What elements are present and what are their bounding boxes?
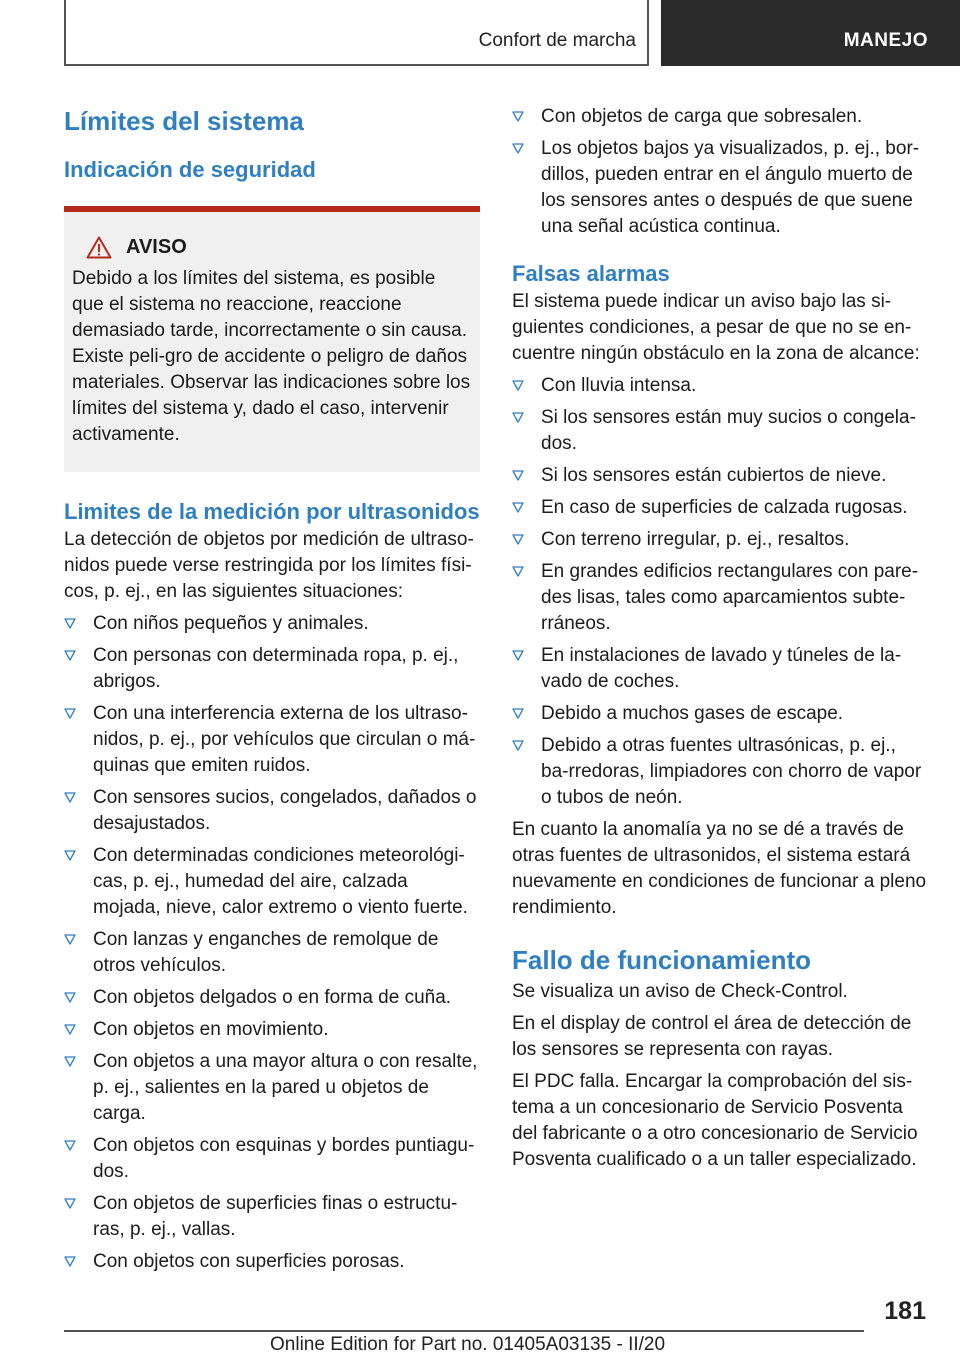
false-alarms-heading: Falsas alarmas bbox=[512, 261, 670, 286]
warning-box bbox=[64, 206, 480, 472]
section-title: Límites del sistema bbox=[64, 106, 304, 136]
triangle-bullet-icon bbox=[64, 708, 76, 719]
list-item-text: Con objetos delgados o en forma de cuña. bbox=[93, 987, 452, 1008]
list-item-text: Con sensores sucios, congelados, dañados o desajustados. bbox=[93, 787, 477, 834]
left-column bbox=[64, 100, 480, 1281]
limits-heading: Limites de la medición por ultrasonidos bbox=[64, 499, 480, 524]
triangle-bullet-icon bbox=[512, 740, 524, 751]
triangle-bullet-icon bbox=[64, 1140, 76, 1151]
limits-list bbox=[64, 611, 480, 1275]
warning-text: Debido a los límites del sistema, es posible que el sistema no reaccione, reaccione demasiado tarde, incorrectamente o sin causa. Existe peli-gro de accidente o peligro de daños materiales. Observar las indicaciones sobre los límites del sistema y, dado el caso, intervenir activamente. bbox=[72, 268, 471, 445]
list-item bbox=[512, 527, 928, 553]
list-item bbox=[64, 1017, 480, 1043]
list-item bbox=[64, 843, 480, 921]
list-item-text: En grandes edificios rectangulares con pare-des lisas, tales como aparcamientos subte-rráneos. bbox=[541, 561, 919, 634]
list-item-text: Debido a otras fuentes ultrasónicas, p. ej., ba-rredoras, limpiadores con chorro de vapor o tubos de neón. bbox=[541, 735, 922, 808]
list-item bbox=[64, 701, 480, 779]
list-item bbox=[512, 373, 928, 399]
footer-edition: Online Edition for Part no. 01405A03135 - II/20 bbox=[270, 1334, 666, 1355]
right-column bbox=[512, 100, 928, 1173]
page-header bbox=[0, 0, 960, 66]
list-item bbox=[64, 1049, 480, 1127]
page-number: 181 bbox=[884, 1297, 926, 1325]
header-divider-middle bbox=[647, 0, 649, 66]
list-item bbox=[512, 495, 928, 521]
list-item-text: Con lanzas y enganches de remolque de otros vehículos. bbox=[93, 929, 439, 976]
list-item-text: En instalaciones de lavado y túneles de la-vado de coches. bbox=[541, 645, 902, 692]
list-item-text: Con una interferencia externa de los ultraso-nidos, p. ej., por vehículos que circulan o má-quinas que emiten ruidos. bbox=[93, 703, 476, 776]
warning-title bbox=[86, 234, 472, 260]
list-item bbox=[64, 643, 480, 695]
triangle-bullet-icon bbox=[64, 618, 76, 629]
list-item bbox=[64, 1133, 480, 1185]
list-item bbox=[64, 1191, 480, 1243]
list-item bbox=[64, 611, 480, 637]
list-item bbox=[64, 785, 480, 837]
list-item-text: Con objetos con superficies porosas. bbox=[93, 1251, 405, 1272]
triangle-bullet-icon bbox=[64, 1024, 76, 1035]
list-item bbox=[512, 733, 928, 811]
list-item-text: Debido a muchos gases de escape. bbox=[541, 703, 844, 724]
list-item-text: Con objetos en movimiento. bbox=[93, 1019, 329, 1040]
triangle-bullet-icon bbox=[64, 650, 76, 661]
triangle-bullet-icon bbox=[512, 143, 524, 154]
warning-label: AVISO bbox=[126, 236, 187, 258]
triangle-bullet-icon bbox=[512, 470, 524, 481]
list-item bbox=[64, 985, 480, 1011]
triangle-bullet-icon bbox=[512, 650, 524, 661]
false-alarms-intro: El sistema puede indicar un aviso bajo las si-guientes condiciones, a pesar de que no se en-cuentre ningún obstáculo en la zona de alcance: bbox=[512, 291, 920, 364]
header-divider-left bbox=[64, 0, 66, 66]
triangle-bullet-icon bbox=[64, 792, 76, 803]
triangle-bullet-icon bbox=[512, 412, 524, 423]
limits-intro: La detección de objetos por medición de ultraso-nidos puede verse restringida por los límites físi-cos, p. ej., en las siguientes situaciones: bbox=[64, 529, 474, 602]
list-item bbox=[64, 927, 480, 979]
footer-divider bbox=[64, 1330, 864, 1332]
triangle-bullet-icon bbox=[64, 850, 76, 861]
malfunction-heading: Fallo de funcionamiento bbox=[512, 945, 812, 975]
header-chapter-tab bbox=[661, 0, 960, 66]
false-alarms-list bbox=[512, 373, 928, 811]
triangle-bullet-icon bbox=[512, 534, 524, 545]
safety-heading: Indicación de seguridad bbox=[64, 157, 316, 182]
list-item-text: Si los sensores están cubiertos de nieve. bbox=[541, 465, 887, 486]
header-divider-bottom bbox=[64, 64, 648, 66]
list-item-text: En caso de superficies de calzada rugosas. bbox=[541, 497, 908, 518]
warning-triangle-icon bbox=[86, 236, 112, 259]
list-item-text: Con objetos de superficies finas o estructu-ras, p. ej., vallas. bbox=[93, 1193, 458, 1240]
list-item-text: Con determinadas condiciones meteorológi-cas, p. ej., humedad del aire, calzada mojada, nieve, calor extremo o viento fuerte. bbox=[93, 845, 468, 918]
false-alarms-outro: En cuanto la anomalía ya no se dé a través de otras fuentes de ultrasonidos, el sistema estará nuevamente en condiciones de funcionar a pleno rendimiento. bbox=[512, 819, 927, 918]
triangle-bullet-icon bbox=[64, 992, 76, 1003]
list-item bbox=[512, 701, 928, 727]
malfunction-paragraph-1: Se visualiza un aviso de Check-Control. bbox=[512, 981, 848, 1002]
list-item-text: Si los sensores están muy sucios o congela-dos. bbox=[541, 407, 916, 454]
list-item bbox=[512, 643, 928, 695]
list-item bbox=[512, 463, 928, 489]
triangle-bullet-icon bbox=[512, 380, 524, 391]
list-item-text: Con objetos de carga que sobresalen. bbox=[541, 106, 863, 127]
malfunction-paragraph-2: En el display de control el área de detección de los sensores se representa con rayas. bbox=[512, 1013, 912, 1060]
triangle-bullet-icon bbox=[64, 1256, 76, 1267]
triangle-bullet-icon bbox=[512, 566, 524, 577]
list-item bbox=[512, 104, 928, 130]
triangle-bullet-icon bbox=[64, 1056, 76, 1067]
triangle-bullet-icon bbox=[64, 1198, 76, 1209]
list-item bbox=[512, 136, 928, 240]
list-item bbox=[512, 559, 928, 637]
triangle-bullet-icon bbox=[64, 934, 76, 945]
malfunction-paragraph-3: El PDC falla. Encargar la comprobación del sis-tema a un concesionario de Servicio Posventa del fabricante o a otro concesionario de Servicio Posventa cualificado o a un taller especializado. bbox=[512, 1071, 918, 1170]
list-item-text: Los objetos bajos ya visualizados, p. ej., bor-dillos, pueden entrar en el ángulo muerto de los sensores antes o después de que suene una señal acústica continua. bbox=[541, 138, 920, 237]
list-item-text: Con objetos a una mayor altura o con resalte, p. ej., salientes en la pared u objetos de carga. bbox=[93, 1051, 478, 1124]
triangle-bullet-icon bbox=[512, 111, 524, 122]
list-item-text: Con niños pequeños y animales. bbox=[93, 613, 369, 634]
header-section-title: Confort de marcha bbox=[478, 30, 636, 51]
list-item-text: Con personas con determinada ropa, p. ej., abrigos. bbox=[93, 645, 459, 692]
list-item bbox=[64, 1249, 480, 1275]
triangle-bullet-icon bbox=[512, 502, 524, 513]
header-chapter-label: MANEJO bbox=[843, 30, 928, 51]
list-item bbox=[512, 405, 928, 457]
limits-list-continued bbox=[512, 104, 928, 240]
list-item-text: Con terreno irregular, p. ej., resaltos. bbox=[541, 529, 850, 550]
list-item-text: Con objetos con esquinas y bordes puntiagu-dos. bbox=[93, 1135, 475, 1182]
triangle-bullet-icon bbox=[512, 708, 524, 719]
list-item-text: Con lluvia intensa. bbox=[541, 375, 697, 396]
